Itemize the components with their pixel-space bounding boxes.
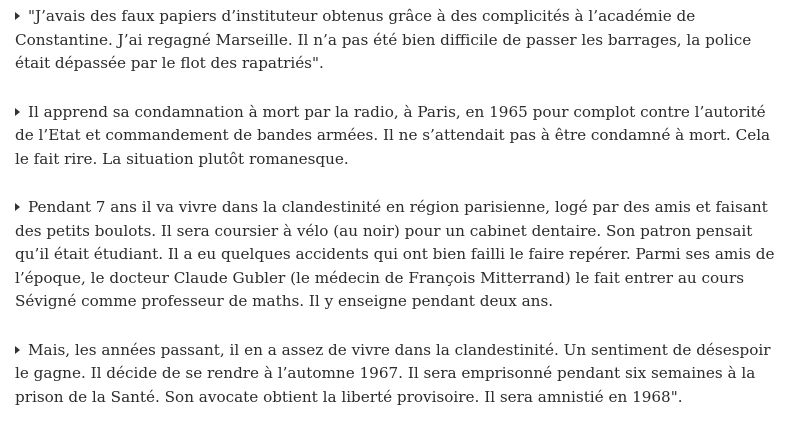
paragraph-3 <box>15 196 777 314</box>
paragraph-2 <box>15 101 777 172</box>
paragraph-text: "J’avais des faux papiers d’instituteur obtenus grâce à des complicités à l’académie de Constantine. J’ai regagné Marseille. Il n’a pas été bien difficile de passer les barrages, la police était dépassée par le flot des rapatriés". <box>15 7 752 72</box>
paragraph-1 <box>15 5 777 76</box>
article-body <box>15 5 777 434</box>
paragraph-text: Pendant 7 ans il va vivre dans la clandestinité en région parisienne, logé par des amis et faisant des petits boulots. Il sera coursier à vélo (au noir) pour un cabinet dentaire. Son patron pensait qu’il était étudiant. Il a eu quelques accidents qui ont bien failli le faire repérer. Parmi ses amis de l’époque, le docteur Claude Gubler (le médecin de François Mitterrand) le fait entrer au cours Sévigné comme professeur de maths. Il y enseigne pendant deux ans. <box>15 198 775 310</box>
paragraph-text: Mais, les années passant, il en a assez de vivre dans la clandestinité. Un sentiment de désespoir le gagne. Il décide de se rendre à l’automne 1967. Il sera emprisonné pendant six semaines à la prison de la Santé. Son avocate obtient la liberté provisoire. Il sera amnistié en 1968". <box>15 340 771 406</box>
paragraph-4 <box>15 339 777 410</box>
triangle-right-icon <box>15 108 20 116</box>
triangle-right-icon <box>15 12 20 20</box>
paragraph-text: Il apprend sa condamnation à mort par la radio, à Paris, en 1965 pour complot contre l’autorité de l’Etat et commandement de bandes armées. Il ne s’attendait pas à être condamné à mort. Cela le fait rire. La situation plutôt romanesque. <box>15 102 771 168</box>
triangle-right-icon <box>15 346 20 354</box>
triangle-right-icon <box>15 203 20 211</box>
